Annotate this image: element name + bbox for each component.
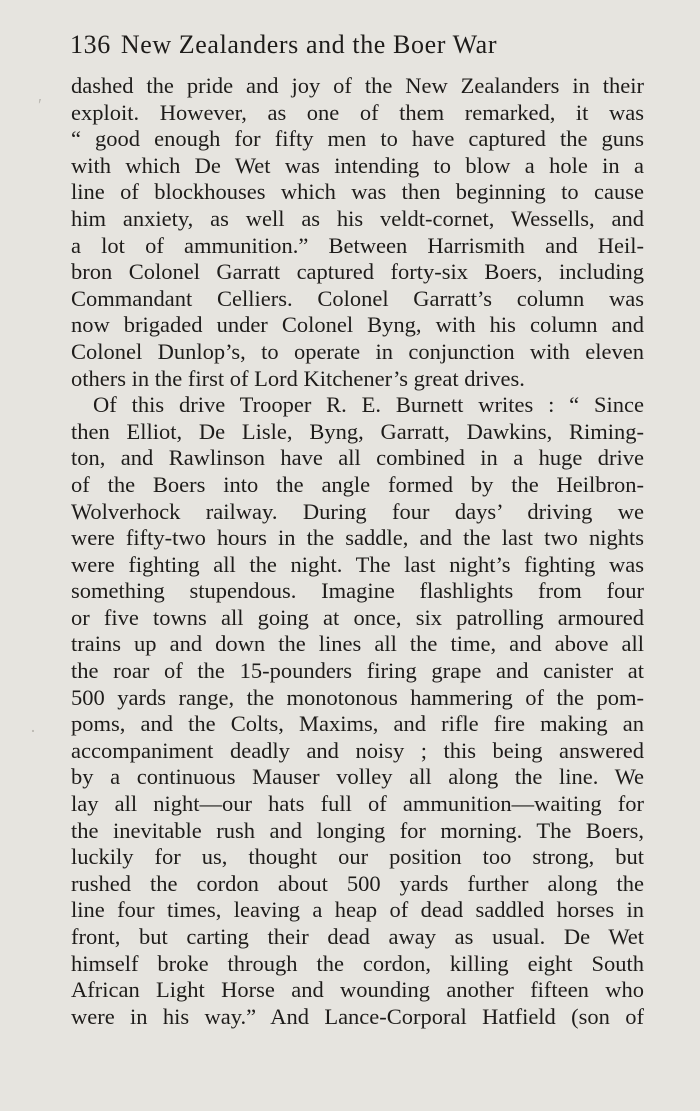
text-line: a lot of ammunition.” Between Harrismith and Heil- — [71, 232, 644, 258]
text-line: African Light Horse and wounding another fifteen who — [71, 977, 644, 1003]
text-line: Wolverhock railway. During four days’ driving we — [71, 498, 644, 524]
paragraph-end-line: others in the first of Lord Kitchener’s great drives. — [71, 365, 525, 391]
text-line: him anxiety, as well as his veldt-cornet, Wessells, and — [71, 205, 644, 231]
text-line: poms, and the Colts, Maxims, and rifle fire making an — [71, 711, 644, 737]
text-line: were in his way.” And Lance-Corporal Hatfield (son of — [71, 1003, 644, 1029]
page-number: 136 — [70, 30, 111, 59]
margin-mark: · — [30, 721, 36, 741]
text-line: Colonel Dunlop’s, to operate in conjunction with eleven — [71, 338, 644, 364]
text-line: Commandant Celliers. Colonel Garratt’s column was — [71, 285, 644, 311]
body-text — [71, 73, 644, 1030]
running-title: New Zealanders and the Boer War — [120, 30, 498, 59]
text-line: then Elliot, De Lisle, Byng, Garratt, Dawkins, Riming- — [71, 418, 644, 444]
text-line: “ good enough for fifty men to have captured the guns — [71, 126, 644, 152]
text-line: 500 yards range, the monotonous hammering of the pom- — [71, 684, 644, 710]
text-line: the roar of the 15-pounders firing grape and canister at — [71, 658, 644, 684]
paragraph-start-line: Of this drive Trooper R. E. Burnett writes : “ Since — [93, 392, 644, 418]
text-line: something stupendous. Imagine flashlights from four — [71, 578, 644, 604]
text-line: line four times, leaving a heap of dead saddled horses in — [71, 897, 644, 923]
text-line: by a continuous Mauser volley all along the line. We — [71, 764, 644, 790]
text-line: ton, and Rawlinson have all combined in a huge drive — [71, 445, 644, 471]
text-line: of the Boers into the angle formed by the Heilbron- — [71, 471, 644, 497]
text-line: lay all night—our hats full of ammunition—waiting for — [71, 791, 644, 817]
text-line: himself broke through the cordon, killing eight South — [71, 950, 644, 976]
text-line: bron Colonel Garratt captured forty-six Boers, including — [71, 259, 644, 285]
text-line: with which De Wet was intending to blow a hole in a — [71, 152, 644, 178]
text-line: rushed the cordon about 500 yards further along the — [71, 870, 644, 896]
text-line: the inevitable rush and longing for morning. The Boers, — [71, 817, 644, 843]
text-line: line of blockhouses which was then beginning to cause — [71, 179, 644, 205]
running-head — [70, 28, 616, 62]
text-line: were fifty-two hours in the saddle, and the last two nights — [71, 525, 644, 551]
text-line: dashed the pride and joy of the New Zealanders in their — [71, 73, 644, 98]
text-line: trains up and down the lines all the time, and above all — [71, 631, 644, 657]
text-line: accompaniment deadly and noisy ; this being answered — [71, 737, 644, 763]
margin-mark: ′ — [38, 95, 42, 115]
text-line: now brigaded under Colonel Byng, with his column and — [71, 312, 644, 338]
text-line: or five towns all going at once, six patrolling armoured — [71, 604, 644, 630]
text-line: luckily for us, thought our position too strong, but — [71, 844, 644, 870]
text-line: front, but carting their dead away as usual. De Wet — [71, 924, 644, 949]
text-line: exploit. However, as one of them remarked, it was — [71, 99, 644, 125]
text-line: were fighting all the night. The last night’s fighting was — [71, 551, 644, 577]
